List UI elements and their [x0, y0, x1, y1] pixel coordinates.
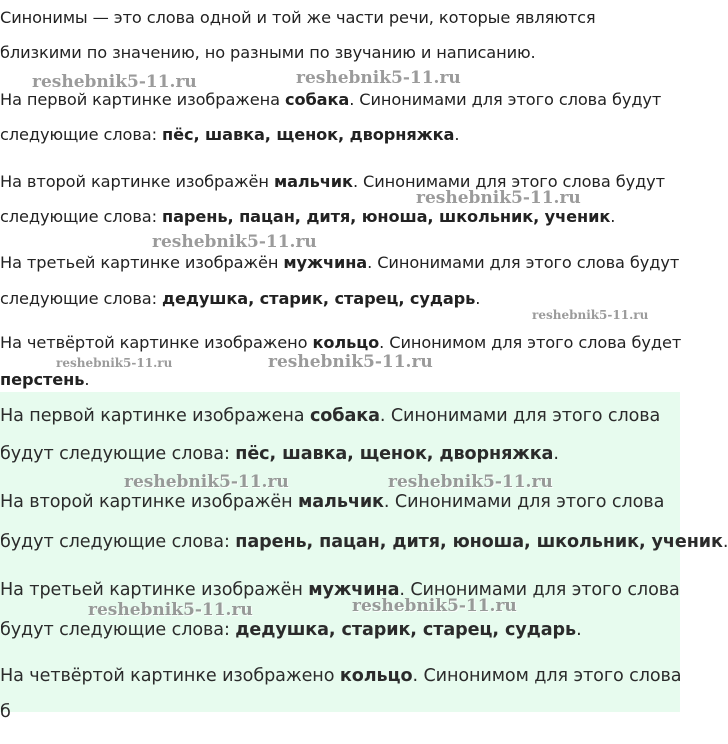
paragraph-dog-line-1: На первой картинке изображена собака. Синонимами для этого слова будут — [0, 90, 662, 109]
paragraph-ring-line-1: На четвёртой картинке изображено кольцо. Синонимом для этого слова будет — [0, 333, 682, 352]
green-dog-line-1: На первой картинке изображена собака. Синонимами для этого слова — [0, 406, 661, 426]
watermark: reshebnik5-11.ru — [268, 352, 433, 372]
green-dog-line-2: будут следующие слова: пёс, шавка, щенок, дворняжка. — [0, 444, 559, 464]
watermark: reshebnik5-11.ru — [124, 472, 289, 492]
paragraph-man-line-1: На третьей картинке изображён мужчина. Синонимами для этого слова будут — [0, 253, 680, 272]
paragraph-ring-line-2: перстень. — [0, 370, 90, 389]
watermark: reshebnik5-11.ru — [352, 596, 517, 616]
green-man-line-2: будут следующие слова: дедушка, старик, старец, сударь. — [0, 620, 582, 640]
green-ring-line-2-cut: б — [0, 702, 11, 722]
paragraph-man-line-2: следующие слова: дедушка, старик, старец, сударь. — [0, 289, 481, 308]
intro-line-2: близкими по значению, но разными по звучанию и написанию. — [0, 43, 536, 62]
paragraph-boy-line-1: На второй картинке изображён мальчик. Синонимами для этого слова будут — [0, 172, 665, 191]
watermark: reshebnik5-11.ru — [56, 356, 173, 370]
synonyms-boy: парень, пацан, дитя, юноша, школьник, ученик — [162, 207, 611, 226]
highlighted-answer-block — [0, 392, 680, 722]
watermark: reshebnik5-11.ru — [388, 472, 553, 492]
watermark: reshebnik5-11.ru — [152, 232, 317, 252]
green-boy-line-1: На второй картинке изображён мальчик. Синонимами для этого слова — [0, 492, 665, 512]
watermark: reshebnik5-11.ru — [88, 600, 253, 620]
watermark: reshebnik5-11.ru — [296, 68, 461, 88]
green-ring-line-1: На четвёртой картинке изображено кольцо. Синонимом для этого слова — [0, 666, 682, 686]
green-man-line-1: На третьей картинке изображён мужчина. Синонимами для этого слова — [0, 580, 680, 600]
synonyms-dog: пёс, шавка, щенок, дворняжка — [162, 125, 455, 144]
watermark: reshebnik5-11.ru — [416, 188, 581, 208]
keyword-man: мужчина — [283, 253, 368, 272]
green-boy-line-2: будут следующие слова: парень, пацан, дитя, юноша, школьник, ученик. — [0, 532, 728, 552]
intro-line-1: Синонимы — это слова одной и той же части речи, которые являются — [0, 8, 596, 27]
synonyms-man: дедушка, старик, старец, сударь — [162, 289, 476, 308]
keyword-ring: кольцо — [312, 333, 380, 352]
keyword-boy: мальчик — [273, 172, 353, 191]
keyword-dog: собака — [284, 90, 350, 109]
watermark: reshebnik5-11.ru — [32, 72, 197, 92]
synonyms-ring: перстень — [0, 370, 85, 389]
paragraph-boy-line-2: следующие слова: парень, пацан, дитя, юноша, школьник, ученик. — [0, 207, 616, 226]
watermark: reshebnik5-11.ru — [532, 308, 649, 322]
paragraph-dog-line-2: следующие слова: пёс, шавка, щенок, дворняжка. — [0, 125, 460, 144]
